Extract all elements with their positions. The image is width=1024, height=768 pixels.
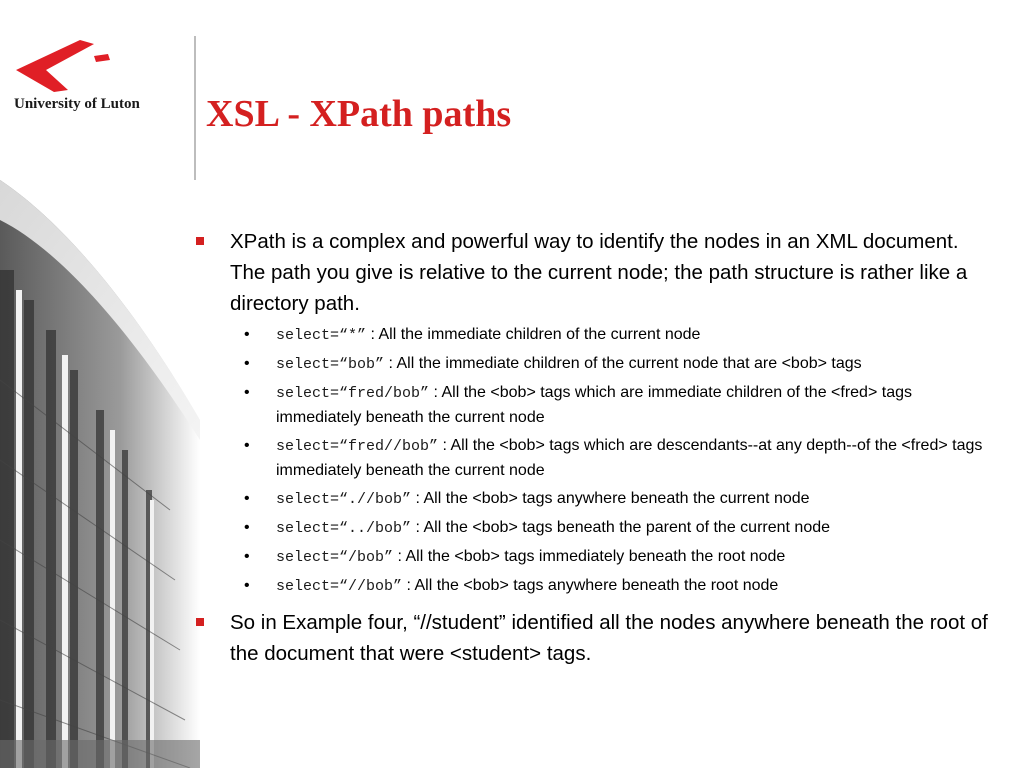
main-bullet-list	[196, 226, 996, 669]
xpath-code: select=“*”	[276, 327, 367, 344]
xpath-code: select=“../bob”	[276, 520, 412, 537]
dot-bullet-icon: •	[244, 519, 250, 536]
dot-bullet-icon: •	[244, 384, 250, 401]
bullet-text: So in Example four, “//student” identified all the nodes anywhere beneath the root of the document that were <student> tags.	[230, 611, 988, 665]
xpath-description: : All the <bob> tags immediately beneath the root node	[393, 548, 786, 565]
sub-bullet-list	[230, 323, 996, 599]
xpath-description: : All the <bob> tags anywhere beneath the current node	[411, 490, 810, 507]
university-logo-icon	[10, 38, 190, 128]
university-name: University of Luton	[14, 96, 140, 112]
xpath-code: select=“.//bob”	[276, 491, 412, 508]
square-bullet-icon	[196, 237, 204, 245]
xpath-code: select=“/bob”	[276, 549, 394, 566]
sub-bullet-item	[230, 545, 996, 570]
dot-bullet-icon: •	[244, 326, 250, 343]
slide-content	[196, 226, 996, 677]
xpath-description: : All the <bob> tags beneath the parent of the current node	[411, 519, 831, 536]
xpath-description: : All the <bob> tags which are immediate children of the <fred> tags immediately beneath the current node	[276, 384, 912, 426]
dot-bullet-icon: •	[244, 577, 250, 594]
sub-bullet-item	[230, 323, 996, 348]
xpath-code: select=“//bob”	[276, 578, 403, 595]
sub-bullet-item	[230, 434, 996, 483]
xpath-code: select=“bob”	[276, 356, 385, 373]
xpath-description: : All the <bob> tags anywhere beneath the root node	[402, 577, 779, 594]
bullet-text: XPath is a complex and powerful way to identify the nodes in an XML document. The path you give is relative to the current node; the path structure is rather like a directory path.	[230, 230, 968, 315]
sub-bullet-item	[230, 516, 996, 541]
xpath-code: select=“fred/bob”	[276, 385, 430, 402]
xpath-description: : All the immediate children of the current node	[366, 326, 701, 343]
dot-bullet-icon: •	[244, 437, 250, 454]
sub-bullet-item	[230, 352, 996, 377]
bullet-item-xpath	[196, 226, 996, 599]
sub-bullet-item	[230, 487, 996, 512]
sub-bullet-item	[230, 574, 996, 599]
square-bullet-icon	[196, 618, 204, 626]
xpath-code: select=“fred//bob”	[276, 438, 439, 455]
dot-bullet-icon: •	[244, 490, 250, 507]
building-photo	[0, 180, 200, 768]
bullet-item-example-four	[196, 607, 996, 669]
title-divider	[194, 36, 196, 180]
xpath-description: : All the immediate children of the current node that are <bob> tags	[384, 355, 862, 372]
slide-title: XSL - XPath paths	[206, 93, 512, 135]
dot-bullet-icon: •	[244, 355, 250, 372]
sub-bullet-item	[230, 381, 996, 430]
xpath-description: : All the <bob> tags which are descendants--at any depth--of the <fred> tags immediately beneath the current node	[276, 437, 983, 479]
dot-bullet-icon: •	[244, 548, 250, 565]
